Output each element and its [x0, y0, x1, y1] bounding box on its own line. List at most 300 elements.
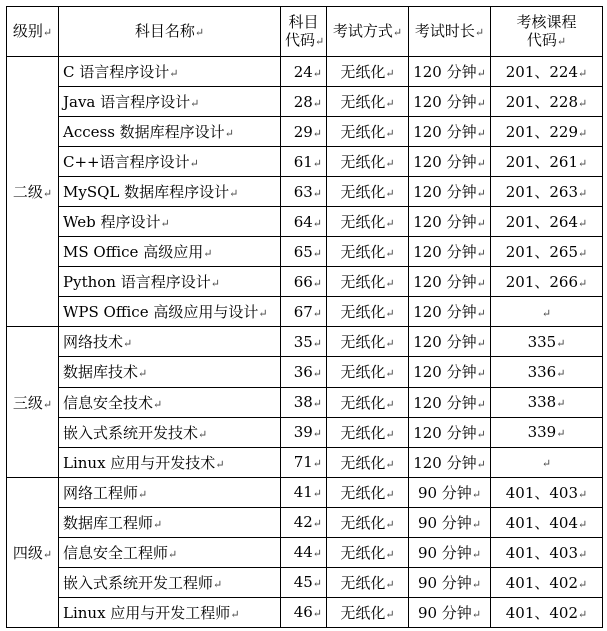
paragraph-mark: ↵: [385, 427, 395, 441]
paragraph-mark: ↵: [385, 577, 395, 591]
paragraph-mark: ↵: [471, 577, 482, 591]
paragraph-mark: ↵: [42, 397, 53, 411]
subject-cell: [59, 87, 281, 117]
code-cell: [281, 327, 327, 357]
header-code: 科目 代码↵: [281, 7, 327, 57]
paragraph-mark: ↵: [578, 547, 588, 561]
duration-cell: [409, 327, 491, 357]
table-row: [7, 597, 603, 627]
table-row: [7, 87, 603, 117]
mode-cell: [327, 447, 409, 477]
duration-text: 120 分钟: [413, 423, 477, 442]
code-text: 65: [293, 242, 313, 261]
duration-text: 120 分钟: [413, 93, 477, 112]
subject-text: MySQL 数据库程序设计: [63, 183, 230, 202]
paragraph-mark: ↵: [312, 276, 322, 290]
code-text: 42: [293, 513, 313, 532]
duration-cell: [409, 207, 491, 237]
paragraph-mark: ↵: [385, 67, 395, 81]
mode-cell: [327, 147, 409, 177]
table-row: [7, 147, 603, 177]
code-text: 41: [293, 483, 313, 502]
code-cell: [281, 537, 327, 567]
paragraph-mark: ↵: [385, 277, 395, 291]
paragraph-mark: ↵: [189, 157, 199, 171]
subject-cell: [59, 447, 281, 477]
subject-cell: [59, 417, 281, 447]
course-code-cell: [491, 357, 603, 387]
course-code-text: 201、229: [505, 123, 579, 142]
table-body: [7, 57, 603, 628]
paragraph-mark: ↵: [385, 217, 395, 231]
paragraph-mark: ↵: [42, 547, 53, 561]
paragraph-mark: ↵: [385, 157, 395, 171]
subject-cell: [59, 567, 281, 597]
duration-cell: [409, 537, 491, 567]
course-code-cell: [491, 237, 603, 267]
table-row: [7, 567, 603, 597]
code-cell: [281, 387, 327, 417]
duration-text: 120 分钟: [413, 303, 477, 322]
course-code-cell: [491, 57, 603, 87]
duration-cell: [409, 267, 491, 297]
code-text: 38: [293, 393, 313, 412]
paragraph-mark: ↵: [578, 187, 588, 201]
mode-cell: [327, 567, 409, 597]
paragraph-mark: ↵: [385, 127, 395, 141]
paragraph-mark: ↵: [312, 306, 322, 320]
mode-cell: [327, 237, 409, 267]
subject-text: Web 程序设计: [63, 213, 161, 232]
paragraph-mark: ↵: [385, 457, 395, 471]
mode-cell: [327, 297, 409, 327]
duration-cell: [409, 567, 491, 597]
paragraph-mark: ↵: [153, 517, 163, 531]
course-code-cell: [491, 267, 603, 297]
code-text: 46: [293, 603, 313, 622]
code-text: 67: [293, 302, 313, 321]
table-row: [7, 207, 603, 237]
mode-text: 无纸化: [340, 573, 386, 592]
paragraph-mark: ↵: [385, 337, 395, 351]
paragraph-mark: ↵: [556, 366, 566, 380]
mode-cell: [327, 357, 409, 387]
paragraph-mark: ↵: [556, 336, 566, 350]
paragraph-mark: ↵: [160, 217, 170, 231]
paragraph-mark: ↵: [312, 336, 322, 350]
paragraph-mark: ↵: [190, 97, 200, 111]
code-text: 66: [293, 272, 313, 291]
course-code-cell: [491, 567, 603, 597]
mode-text: 无纸化: [340, 303, 386, 322]
paragraph-mark: ↵: [385, 97, 395, 111]
code-text: 63: [293, 182, 313, 201]
code-cell: [281, 267, 327, 297]
subject-text: Linux 应用与开发技术: [63, 453, 216, 472]
course-code-text: 401、402: [505, 573, 579, 592]
paragraph-mark: ↵: [385, 517, 395, 531]
paragraph-mark: ↵: [198, 427, 208, 441]
paragraph-mark: ↵: [578, 277, 588, 291]
paragraph-mark: ↵: [312, 96, 322, 110]
code-text: 45: [293, 573, 313, 592]
course-code-text: 201、224: [505, 63, 579, 82]
code-cell: [281, 507, 327, 537]
table-row: [7, 537, 603, 567]
subject-text: Access 数据库程序设计: [63, 123, 225, 142]
table-row: [7, 477, 603, 507]
paragraph-mark: ↵: [385, 247, 395, 261]
mode-cell: [327, 267, 409, 297]
duration-text: 120 分钟: [413, 273, 477, 292]
code-cell: [281, 87, 327, 117]
paragraph-mark: ↵: [476, 127, 486, 141]
table-row: [7, 357, 603, 387]
paragraph-mark: ↵: [312, 397, 322, 411]
table-row: [7, 177, 603, 207]
paragraph-mark: ↵: [312, 216, 322, 230]
paragraph-mark: ↵: [312, 547, 322, 561]
course-code-cell: [491, 537, 603, 567]
course-code-text: 201、261: [505, 153, 579, 172]
paragraph-mark: ↵: [471, 487, 482, 501]
duration-text: 120 分钟: [413, 333, 477, 352]
mode-cell: [327, 87, 409, 117]
paragraph-mark: ↵: [471, 607, 482, 621]
subject-text: WPS Office 高级应用与设计: [63, 303, 259, 322]
mode-text: 无纸化: [340, 363, 386, 382]
mode-text: 无纸化: [340, 393, 386, 412]
course-code-text: 201、265: [505, 243, 579, 262]
course-code-text: 201、228: [505, 93, 579, 112]
paragraph-mark: ↵: [476, 457, 486, 471]
table-header: [7, 7, 603, 57]
mode-cell: [327, 117, 409, 147]
mode-cell: [327, 57, 409, 87]
duration-cell: [409, 87, 491, 117]
subject-text: 信息安全工程师: [63, 543, 169, 562]
subject-text: MS Office 高级应用: [63, 243, 204, 262]
subject-text: 嵌入式系统开发技术: [63, 423, 199, 442]
mode-text: 无纸化: [340, 543, 386, 562]
duration-text: 120 分钟: [413, 393, 477, 412]
paragraph-mark: ↵: [213, 577, 223, 591]
duration-cell: [409, 297, 491, 327]
code-cell: [281, 357, 327, 387]
paragraph-mark: ↵: [312, 607, 322, 621]
level-label: 二级: [12, 183, 43, 202]
paragraph-mark: ↵: [476, 187, 486, 201]
header-subject: 科目名称↵: [59, 7, 281, 57]
paragraph-mark: ↵: [476, 277, 486, 291]
mode-text: 无纸化: [340, 63, 386, 82]
subject-cell: [59, 357, 281, 387]
duration-cell: [409, 387, 491, 417]
mode-cell: [327, 387, 409, 417]
code-cell: [281, 177, 327, 207]
duration-text: 90 分钟: [417, 543, 472, 562]
course-code-cell: [491, 387, 603, 417]
subject-text: 嵌入式系统开发工程师: [63, 573, 214, 592]
paragraph-mark: ↵: [476, 67, 486, 81]
paragraph-mark: ↵: [312, 66, 322, 80]
header-course-code: 考核课程 代码↵: [491, 7, 603, 57]
paragraph-mark: ↵: [476, 367, 486, 381]
mode-cell: [327, 477, 409, 507]
subject-cell: [59, 597, 281, 627]
paragraph-mark: ↵: [578, 607, 588, 621]
paragraph-mark: ↵: [471, 517, 482, 531]
duration-text: 120 分钟: [413, 153, 477, 172]
mode-cell: [327, 327, 409, 357]
paragraph-mark: ↵: [578, 577, 588, 591]
duration-cell: [409, 117, 491, 147]
duration-text: 120 分钟: [413, 243, 477, 262]
table-row: [7, 297, 603, 327]
code-cell: [281, 57, 327, 87]
paragraph-mark: ↵: [312, 457, 322, 471]
table-row: [7, 387, 603, 417]
code-text: 61: [293, 152, 313, 171]
level-cell: [7, 477, 59, 627]
subject-text: 信息安全技术: [63, 393, 154, 412]
subject-text: 数据库工程师: [63, 513, 154, 532]
paragraph-mark: ↵: [476, 307, 486, 321]
paragraph-mark: ↵: [541, 306, 552, 320]
paragraph-mark: ↵: [385, 607, 395, 621]
code-cell: [281, 477, 327, 507]
table-row: [7, 237, 603, 267]
course-code-text: 201、264: [505, 213, 579, 232]
paragraph-mark: ↵: [203, 247, 213, 261]
subject-text: C 语言程序设计: [63, 63, 170, 82]
duration-text: 120 分钟: [413, 183, 477, 202]
paragraph-mark: ↵: [578, 67, 588, 81]
duration-cell: [409, 447, 491, 477]
table-row: [7, 57, 603, 87]
duration-text: 90 分钟: [417, 603, 472, 622]
paragraph-mark: ↵: [312, 156, 322, 170]
table-row: [7, 117, 603, 147]
course-code-cell: [491, 147, 603, 177]
paragraph-mark: ↵: [153, 397, 163, 411]
mode-text: 无纸化: [340, 93, 386, 112]
code-text: 35: [293, 332, 313, 351]
mode-text: 无纸化: [340, 273, 386, 292]
paragraph-mark: ↵: [224, 127, 234, 141]
code-cell: [281, 297, 327, 327]
subject-text: Linux 应用与开发工程师: [63, 603, 231, 622]
subject-cell: [59, 117, 281, 147]
code-cell: [281, 207, 327, 237]
mode-text: 无纸化: [340, 243, 386, 262]
code-text: 24: [293, 62, 313, 81]
paragraph-mark: ↵: [168, 547, 178, 561]
course-code-cell: [491, 177, 603, 207]
subject-text: Python 语言程序设计: [63, 273, 211, 292]
subject-cell: [59, 477, 281, 507]
code-text: 28: [293, 92, 313, 111]
code-text: 36: [293, 362, 313, 381]
course-code-text: 201、263: [505, 183, 579, 202]
level-cell: [7, 57, 59, 327]
paragraph-mark: ↵: [312, 427, 322, 441]
subject-text: C++语言程序设计: [63, 153, 190, 172]
table-row: [7, 327, 603, 357]
code-cell: [281, 117, 327, 147]
paragraph-mark: ↵: [578, 97, 588, 111]
paragraph-mark: ↵: [385, 187, 395, 201]
subject-cell: [59, 147, 281, 177]
duration-cell: [409, 147, 491, 177]
code-cell: [281, 597, 327, 627]
code-text: 64: [293, 212, 313, 231]
course-code-cell: [491, 297, 603, 327]
paragraph-mark: ↵: [385, 487, 395, 501]
course-code-cell: [491, 597, 603, 627]
course-code-text: 401、403: [505, 483, 579, 502]
course-code-text: 401、402: [505, 603, 579, 622]
header-level: 级别↵: [7, 7, 59, 57]
course-code-cell: [491, 117, 603, 147]
paragraph-mark: ↵: [138, 367, 148, 381]
paragraph-mark: ↵: [210, 277, 220, 291]
course-code-text: 338: [527, 393, 557, 412]
mode-text: 无纸化: [340, 513, 386, 532]
paragraph-mark: ↵: [123, 337, 133, 351]
paragraph-mark: ↵: [476, 397, 486, 411]
duration-text: 120 分钟: [413, 213, 477, 232]
subject-cell: [59, 537, 281, 567]
paragraph-mark: ↵: [42, 187, 53, 201]
duration-text: 90 分钟: [417, 513, 472, 532]
mode-cell: [327, 507, 409, 537]
paragraph-mark: ↵: [578, 127, 588, 141]
exam-subjects-table: [6, 6, 603, 628]
mode-cell: [327, 207, 409, 237]
code-cell: [281, 237, 327, 267]
duration-cell: [409, 357, 491, 387]
mode-text: 无纸化: [340, 333, 386, 352]
paragraph-mark: ↵: [556, 397, 566, 411]
course-code-cell: [491, 327, 603, 357]
mode-text: 无纸化: [340, 453, 386, 472]
duration-cell: [409, 237, 491, 267]
subject-cell: [59, 507, 281, 537]
level-label: 三级: [12, 393, 43, 412]
subject-text: 数据库技术: [63, 363, 139, 382]
paragraph-mark: ↵: [471, 547, 482, 561]
table-row: [7, 507, 603, 537]
paragraph-mark: ↵: [312, 246, 322, 260]
paragraph-mark: ↵: [312, 126, 322, 140]
duration-text: 120 分钟: [413, 363, 477, 382]
duration-text: 120 分钟: [413, 453, 477, 472]
subject-cell: [59, 387, 281, 417]
paragraph-mark: ↵: [476, 97, 486, 111]
paragraph-mark: ↵: [578, 157, 588, 171]
paragraph-mark: ↵: [312, 186, 322, 200]
paragraph-mark: ↵: [476, 217, 486, 231]
course-code-cell: [491, 207, 603, 237]
course-code-text: 339: [527, 423, 557, 442]
course-code-cell: [491, 87, 603, 117]
mode-cell: [327, 537, 409, 567]
mode-cell: [327, 417, 409, 447]
paragraph-mark: ↵: [476, 427, 486, 441]
duration-text: 90 分钟: [417, 483, 472, 502]
course-code-text: 335: [527, 332, 557, 351]
table-row: [7, 267, 603, 297]
duration-cell: [409, 597, 491, 627]
code-cell: [281, 447, 327, 477]
paragraph-mark: ↵: [556, 427, 566, 441]
duration-text: 120 分钟: [413, 123, 477, 142]
mode-text: 无纸化: [340, 123, 386, 142]
subject-cell: [59, 267, 281, 297]
paragraph-mark: ↵: [229, 187, 239, 201]
duration-cell: [409, 507, 491, 537]
paragraph-mark: ↵: [541, 457, 552, 471]
duration-text: 90 分钟: [417, 573, 472, 592]
paragraph-mark: ↵: [312, 487, 322, 501]
course-code-text: 201、266: [505, 273, 579, 292]
code-text: 71: [293, 453, 313, 472]
paragraph-mark: ↵: [312, 577, 322, 591]
paragraph-mark: ↵: [169, 67, 179, 81]
course-code-text: 336: [527, 362, 557, 381]
paragraph-mark: ↵: [476, 337, 486, 351]
mode-text: 无纸化: [340, 213, 386, 232]
table-row: [7, 417, 603, 447]
duration-cell: [409, 417, 491, 447]
paragraph-mark: ↵: [578, 517, 588, 531]
mode-text: 无纸化: [340, 423, 386, 442]
paragraph-mark: ↵: [385, 307, 395, 321]
code-cell: [281, 147, 327, 177]
paragraph-mark: ↵: [578, 487, 588, 501]
subject-text: Java 语言程序设计: [63, 93, 191, 112]
code-cell: [281, 567, 327, 597]
paragraph-mark: ↵: [258, 307, 268, 321]
subject-cell: [59, 327, 281, 357]
duration-cell: [409, 57, 491, 87]
mode-cell: [327, 597, 409, 627]
mode-text: 无纸化: [340, 183, 386, 202]
level-label: 四级: [12, 543, 43, 562]
paragraph-mark: ↵: [230, 607, 240, 621]
subject-cell: [59, 57, 281, 87]
level-cell: [7, 327, 59, 477]
course-code-text: 401、404: [505, 513, 579, 532]
header-row: [7, 7, 603, 57]
course-code-cell: [491, 477, 603, 507]
paragraph-mark: ↵: [385, 367, 395, 381]
code-text: 44: [293, 543, 313, 562]
code-text: 39: [293, 423, 313, 442]
paragraph-mark: ↵: [578, 217, 588, 231]
paragraph-mark: ↵: [312, 366, 322, 380]
subject-cell: [59, 237, 281, 267]
paragraph-mark: ↵: [215, 457, 225, 471]
duration-text: 120 分钟: [413, 63, 477, 82]
subject-cell: [59, 177, 281, 207]
course-code-cell: [491, 417, 603, 447]
paragraph-mark: ↵: [578, 247, 588, 261]
subject-cell: [59, 207, 281, 237]
course-code-text: 401、403: [505, 543, 579, 562]
header-mode: 考试方式↵: [327, 7, 409, 57]
